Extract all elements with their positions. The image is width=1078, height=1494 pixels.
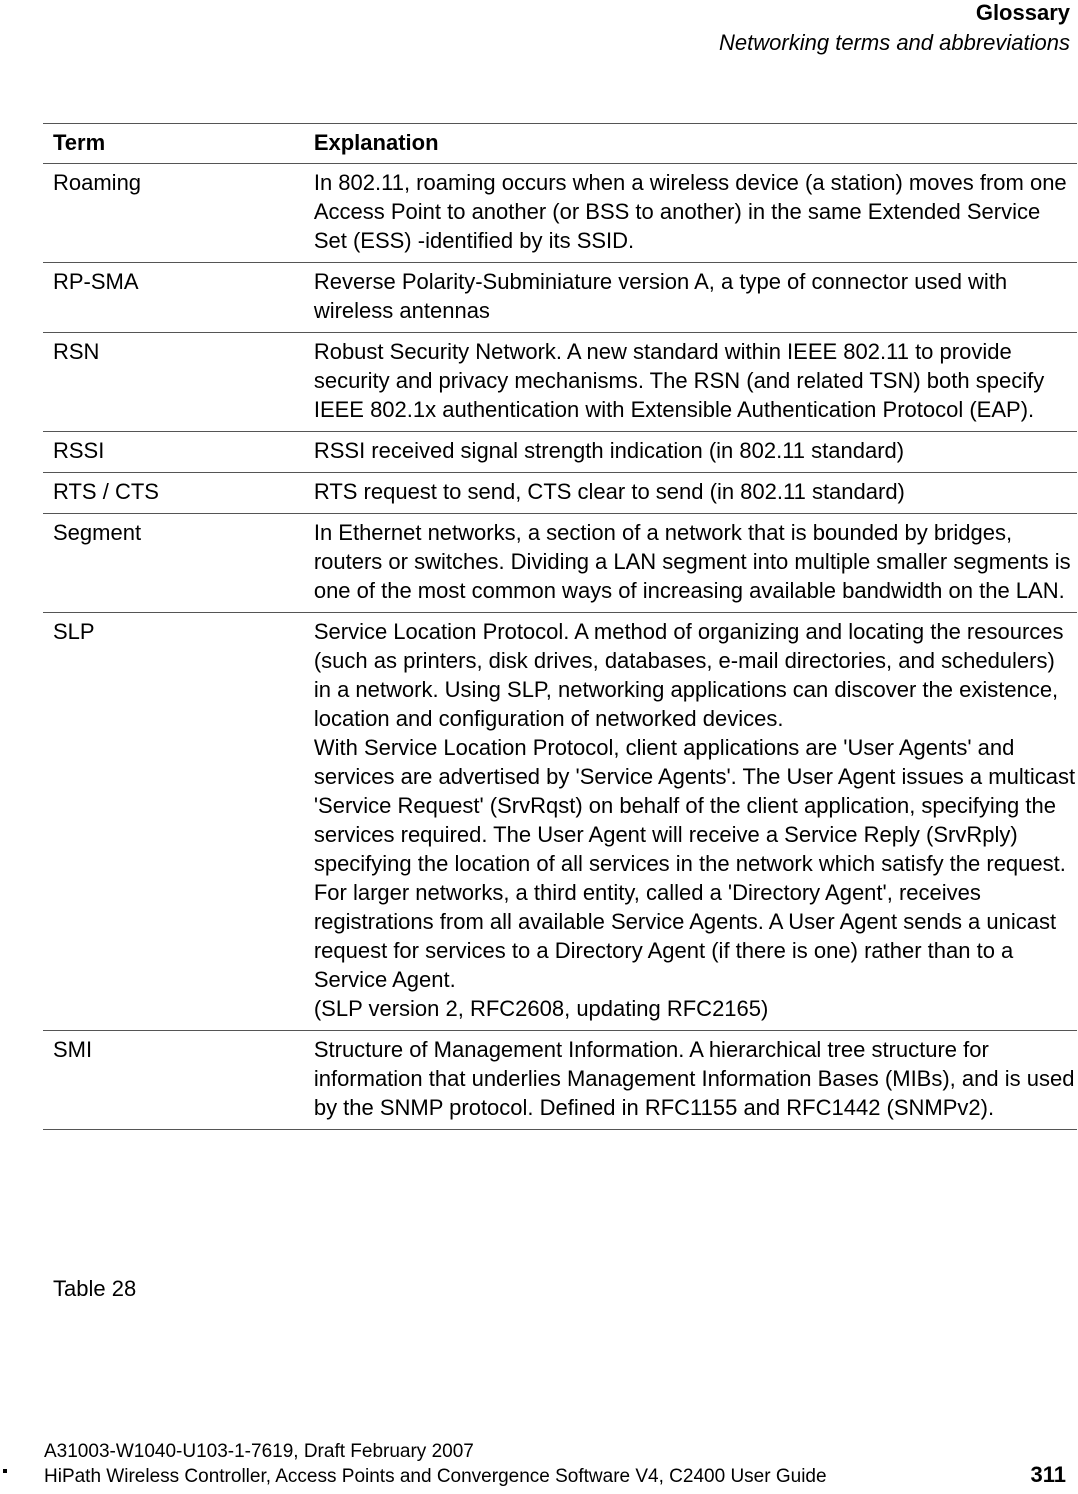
table-row xyxy=(43,164,1077,263)
explanation-paragraph: Robust Security Network. A new standard within IEEE 802.11 to provide security and privacy mechanisms. The RSN (and related TSN) both specify IEEE 802.1x authentication with Extensible Authentication Protocol (EAP). xyxy=(313,339,1045,422)
footer-doc-title: HiPath Wireless Controller, Access Points and Convergence Software V4, C2400 User Guide xyxy=(44,1466,827,1487)
term-cell: RTS / CTS xyxy=(53,479,159,504)
term-cell: RSSI xyxy=(53,438,105,463)
term-cell: Segment xyxy=(53,520,142,545)
term-cell: Roaming xyxy=(53,170,142,195)
term-cell: SLP xyxy=(53,619,95,644)
term-cell: SMI xyxy=(53,1037,93,1062)
margin-mark xyxy=(3,1469,7,1473)
header-subtitle: Networking terms and abbreviations xyxy=(719,30,1070,55)
column-header-explanation: Explanation xyxy=(313,130,439,155)
explanation-cell xyxy=(314,473,1077,514)
explanation-paragraph: With Service Location Protocol, client applications are 'User Agents' and services are advertised by 'Service Agents'. The User Agent issues a multicast 'Service Request' (SrvRqst) on behalf of the client application, specifying the services required. The User Agent will receive a Service Reply (SrvRply) specifying the location of all services in the network which satisfy the request. xyxy=(313,735,1076,876)
explanation-cell xyxy=(314,333,1077,432)
explanation-paragraph: Reverse Polarity-Subminiature version A, a type of connector used with wireless antennas xyxy=(313,269,1008,323)
explanation-paragraph: Service Location Protocol. A method of organizing and locating the resources (such as printers, disk drives, databases, e-mail directories, and schedulers) in a network. Using SLP, networking applications can discover the existence, location and configuration of networked devices. xyxy=(313,619,1064,731)
page-footer xyxy=(44,1439,827,1489)
explanation-paragraph: Structure of Management Information. A hierarchical tree structure for information that underlies Management Information Bases (MIBs), and is used by the SNMP protocol. Defined in RFC1155 and RFC1442 (SNMPv2). xyxy=(313,1037,1075,1120)
table-row xyxy=(43,473,1077,514)
explanation-cell xyxy=(314,514,1077,613)
explanation-cell xyxy=(314,164,1077,263)
explanation-paragraph: In Ethernet networks, a section of a network that is bounded by bridges, routers or switches. Dividing a LAN segment into multiple smaller segments is one of the most common ways of increasing available bandwidth on the LAN. xyxy=(313,520,1071,603)
column-header-term: Term xyxy=(53,130,106,155)
table-row xyxy=(43,333,1077,432)
table-body xyxy=(43,164,1077,1130)
footer-doc-id: A31003-W1040-U103-1-7619, Draft February 2007 xyxy=(44,1441,474,1462)
table-row xyxy=(43,613,1077,1031)
table-header-row xyxy=(43,124,1077,164)
term-cell: RP-SMA xyxy=(53,269,139,294)
table-row xyxy=(43,263,1077,333)
table-row xyxy=(43,514,1077,613)
explanation-paragraph: In 802.11, roaming occurs when a wireless device (a station) moves from one Access Point to another (or BSS to another) in the same Extended Service Set (ESS) -identified by its SSID. xyxy=(313,170,1067,253)
explanation-paragraph: RTS request to send, CTS clear to send (in 802.11 standard) xyxy=(313,479,905,504)
explanation-paragraph: For larger networks, a third entity, called a 'Directory Agent', receives registrations from all available Service Agents. A User Agent sends a unicast request for services to a Directory Agent (if there is one) rather than to a Service Agent. xyxy=(313,880,1057,992)
page-number: 311 xyxy=(1030,1462,1066,1487)
explanation-cell xyxy=(314,613,1077,1031)
explanation-cell xyxy=(314,263,1077,333)
header-title: Glossary xyxy=(975,0,1070,25)
explanation-cell xyxy=(314,432,1077,473)
explanation-cell xyxy=(314,1031,1077,1130)
table-caption: Table 28 xyxy=(53,1276,137,1301)
explanation-paragraph: RSSI received signal strength indication (in 802.11 standard) xyxy=(313,438,905,463)
glossary-table xyxy=(43,123,1077,1130)
page-header xyxy=(719,0,1070,60)
term-cell: RSN xyxy=(53,339,100,364)
table-row xyxy=(43,1031,1077,1130)
table-row xyxy=(43,432,1077,473)
explanation-paragraph: (SLP version 2, RFC2608, updating RFC2165) xyxy=(313,996,769,1021)
